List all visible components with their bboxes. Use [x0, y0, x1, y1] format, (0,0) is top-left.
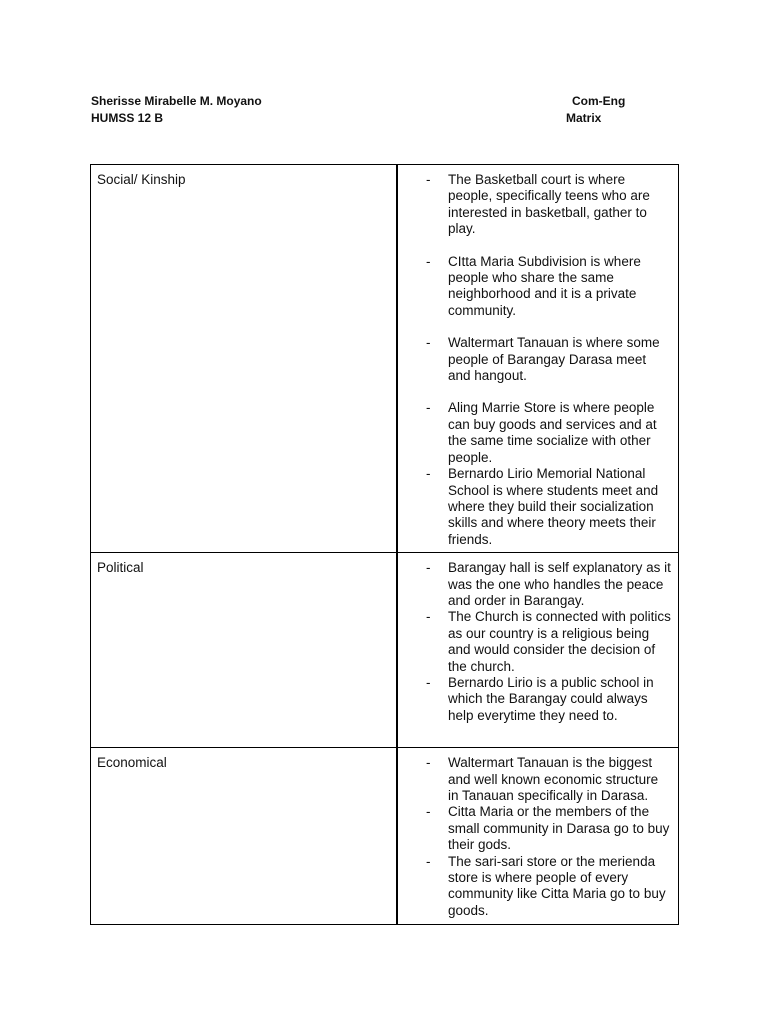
list-item-text: Bernardo Lirio Memorial National School is where students meet and where they build their socialization skills and where theory meets their friends.	[448, 466, 659, 547]
list-item	[398, 755, 672, 804]
dash-bullet: -	[426, 466, 431, 482]
bullet-list	[398, 560, 672, 724]
list-item-text: Aling Marrie Store is where people can buy goods and services and at the same time socialize with other people.	[448, 400, 657, 465]
list-item-text: Barangay hall is self explanatory as it was the one who handles the peace and order in Barangay.	[448, 560, 671, 608]
items-cell	[397, 553, 679, 748]
dash-bullet: -	[426, 609, 431, 625]
dash-bullet: -	[426, 560, 431, 576]
dash-bullet: -	[426, 853, 431, 869]
list-item	[398, 335, 672, 384]
header-left	[91, 93, 262, 127]
dash-bullet: -	[426, 755, 431, 771]
list-item	[398, 466, 672, 548]
list-item-text: Bernardo Lirio is a public school in which the Barangay could always help everytime they need to.	[448, 674, 654, 723]
list-item	[398, 675, 672, 724]
list-item-text: Waltermart Tanauan is the biggest and well known economic structure in Tanauan specifically in Darasa.	[448, 755, 659, 803]
dash-bullet: -	[426, 253, 431, 269]
header-right	[566, 93, 625, 127]
dash-bullet: -	[426, 804, 431, 820]
list-item	[398, 254, 672, 320]
dash-bullet: -	[426, 335, 431, 351]
subject-label: Com-Eng	[572, 94, 626, 108]
student-name: Sherisse Mirabelle M. Moyano	[91, 94, 262, 108]
list-item-text: The sari-sari store or the merienda store is where people of every community like Citta Maria go to buy goods.	[448, 853, 666, 918]
table-row	[91, 748, 679, 925]
list-item	[398, 854, 672, 920]
table-row	[91, 165, 679, 553]
list-item	[398, 560, 672, 609]
matrix-table	[90, 164, 679, 925]
list-item	[398, 609, 672, 675]
table-row	[91, 553, 679, 748]
doc-type-label: Matrix	[566, 111, 602, 125]
list-item-text: The Basketball court is where people, specifically teens who are interested in basketball, gather to play.	[448, 172, 650, 237]
student-section: HUMSS 12 B	[91, 111, 164, 125]
list-item	[398, 172, 672, 238]
list-item-text: Citta Maria or the members of the small community in Darasa go to buy their gods.	[448, 804, 670, 853]
dash-bullet: -	[426, 400, 431, 416]
items-cell	[397, 748, 679, 925]
list-item	[398, 400, 672, 466]
category-cell: Social/ Kinship	[91, 165, 398, 553]
list-item	[398, 804, 672, 853]
list-item-text: The Church is connected with politics as our country is a religious being and would consider the decision of the church.	[448, 609, 671, 674]
category-cell: Economical	[91, 748, 398, 925]
items-cell	[397, 165, 679, 553]
dash-bullet: -	[426, 172, 431, 187]
list-item-text: CItta Maria Subdivision is where people who share the same neighborhood and it is a private community.	[448, 253, 641, 318]
bullet-list	[398, 755, 672, 919]
category-cell: Political	[91, 553, 398, 748]
bullet-list	[398, 172, 672, 548]
dash-bullet: -	[426, 674, 431, 690]
list-item-text: Waltermart Tanauan is where some people of Barangay Darasa meet and hangout.	[448, 335, 660, 384]
